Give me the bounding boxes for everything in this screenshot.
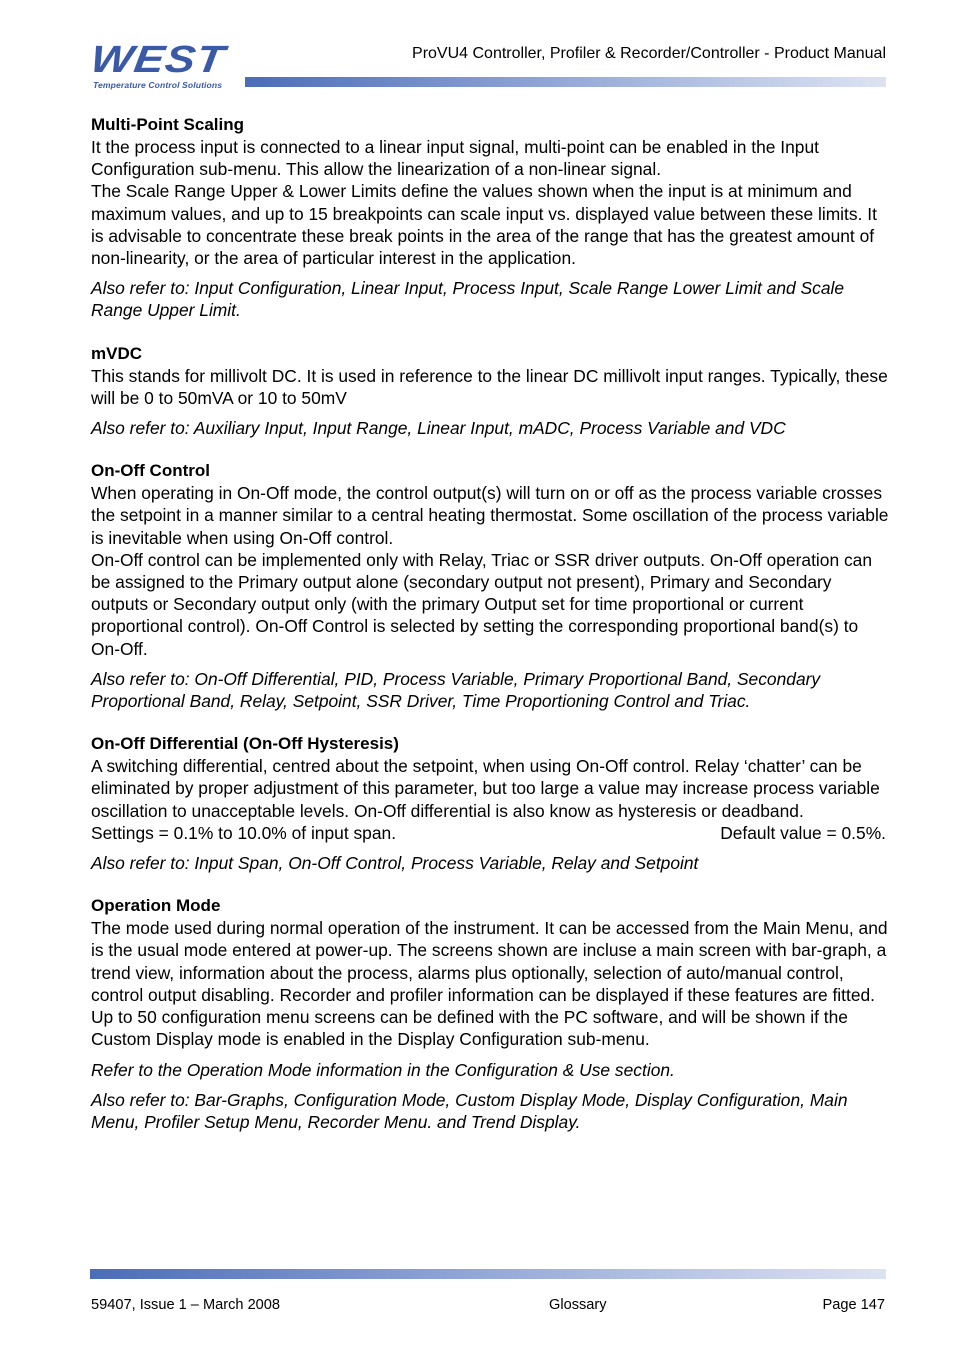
settings-range: Settings = 0.1% to 10.0% of input span. [91, 822, 397, 843]
cross-reference: Refer to the Operation Mode information in the Configuration & Use section. [91, 1059, 675, 1080]
section-paragraph: A switching differential, centred about the setpoint, when using On-Off control. Relay ‘chatter’ can be eliminated by proper adjustment of this parameter, but too large a value may increase process variable oscillation to unacceptable levels. On-Off differential is also know as hysteresis or deadband. [91, 756, 880, 821]
header-rule [245, 77, 886, 87]
cross-reference: Also refer to: Bar-Graphs, Configuration Mode, Custom Display Mode, Display Configuration, Main Menu, Profiler Setup Menu, Recorder Menu. and Trend Display. [91, 1089, 848, 1132]
section-mvdc [91, 343, 891, 440]
section-operation-mode [91, 895, 891, 1133]
section-paragraph: On-Off control can be implemented only with Relay, Triac or SSR driver outputs. On-Off operation can be assigned to the Primary output alone (secondary output not present), Primary and Secondary outputs or Secondary output only (with the primary Output set for time proportional or current proportional control). On-Off Control is selected by setting the corresponding proportional band(s) to On-Off. [91, 549, 873, 659]
logo-tagline: Temperature Control Solutions [93, 80, 223, 90]
section-heading: Multi-Point Scaling [91, 115, 244, 134]
footer-issue: 59407, Issue 1 – March 2008 [91, 1297, 281, 1313]
section-paragraph: It the process input is connected to a linear input signal, multi-point can be enabled in the Input Configuration sub-menu. This allow the linearization of a non-linear signal. [91, 137, 819, 180]
section-paragraph: This stands for millivolt DC. It is used in reference to the linear DC millivolt input ranges. Typically, these will be 0 to 50mVA or 10 to 50mV [91, 365, 888, 408]
cross-reference: Also refer to: Auxiliary Input, Input Range, Linear Input, mADC, Process Variable and VDC [91, 418, 786, 439]
cross-reference: Also refer to: Input Span, On-Off Control, Process Variable, Relay and Setpoint [91, 853, 699, 874]
footer-rule [90, 1269, 886, 1279]
section-paragraph: The mode used during normal operation of the instrument. It can be accessed from the Main Menu, and is the usual mode entered at power-up. The screens shown are incluse a main screen with bar-graph, a trend view, information about the process, alarms plus optionally, selection of auto/manual control, control output disabling. Recorder and profiler information can be displayed if these features are fitted. Up to 50 configuration menu screens can be defined with the PC software, and will be shown if the Custom Display mode is enabled in the Display Configuration sub-menu. [91, 918, 888, 1050]
settings-row [91, 822, 886, 844]
manual-title: ProVU4 Controller, Profiler & Recorder/Controller - Product Manual [412, 45, 886, 62]
logo-wordmark: WEST [87, 39, 228, 81]
glossary-content [91, 114, 891, 1154]
section-heading: mVDC [91, 343, 143, 363]
settings-default: Default value = 0.5%. [720, 822, 886, 843]
footer-section: Glossary [549, 1297, 607, 1313]
page-number: Page 147 [822, 1297, 885, 1313]
section-multi-point-scaling [91, 114, 891, 322]
section-heading: Operation Mode [91, 896, 221, 916]
section-paragraph: When operating in On-Off mode, the control output(s) will turn on or off as the process variable crosses the setpoint in a manner similar to a central heating thermostat. Some oscillation of the process variable is inevitable when using On-Off control. [91, 483, 889, 548]
cross-reference: Also refer to: Input Configuration, Linear Input, Process Input, Scale Range Lower Limit and Scale Range Upper Limit. [91, 278, 845, 321]
section-on-off-differential [91, 733, 891, 874]
cross-reference: Also refer to: On-Off Differential, PID, Process Variable, Primary Proportional Band, Secondary Proportional Band, Relay, Setpoint, SSR Driver, Time Proportioning Control and Triac. [91, 668, 821, 712]
section-paragraph: The Scale Range Upper & Lower Limits define the values shown when the input is at minimum and maximum values, and up to 15 breakpoints can scale input vs. displayed value between these limits. It is advisable to concentrate these break points in the area of the range that has the greatest amount of non-linearity, or the area of particular interest in the application. [91, 181, 877, 269]
section-on-off-control [91, 460, 891, 712]
section-heading: On-Off Differential (On-Off Hysteresis) [91, 734, 399, 754]
west-logo [87, 39, 245, 90]
section-heading: On-Off Control [91, 461, 210, 481]
